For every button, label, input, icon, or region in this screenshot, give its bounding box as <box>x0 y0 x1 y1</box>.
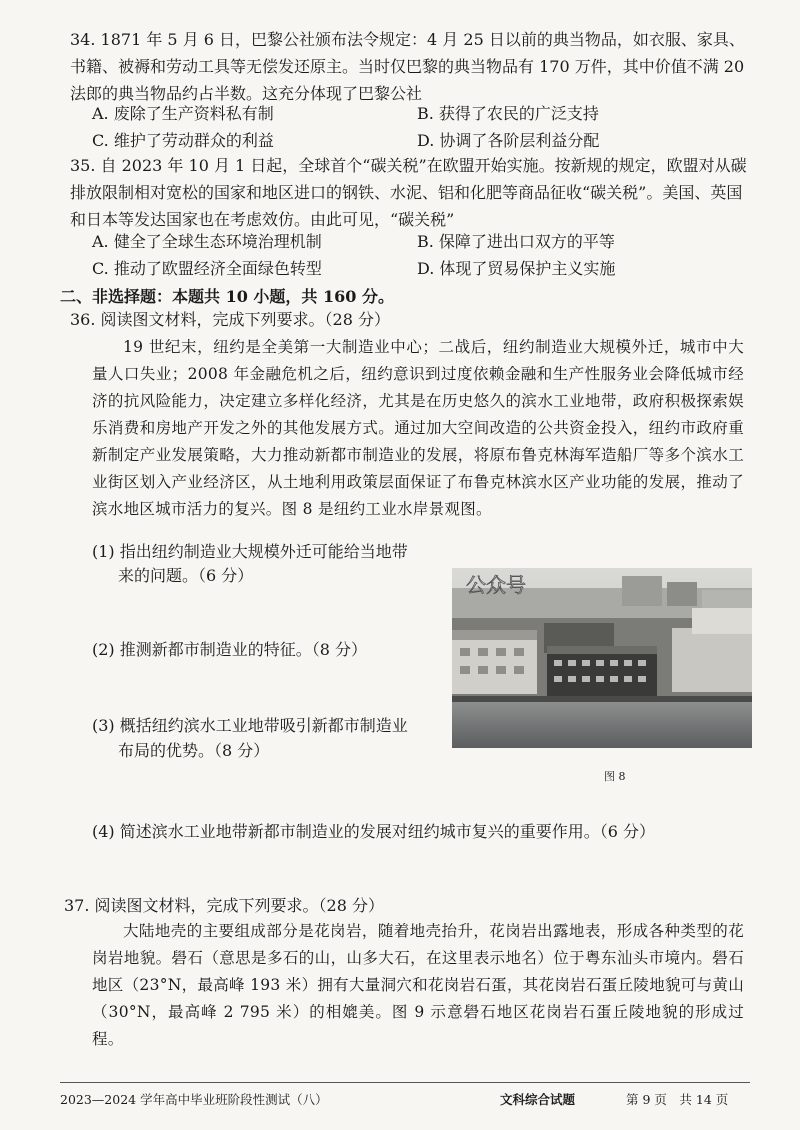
question-37-title: 37. 阅读图文材料，完成下列要求。（28 分） <box>64 896 384 915</box>
watermark-text: 公众号 <box>466 573 526 597</box>
figure-8-caption: 图 8 <box>604 770 626 783</box>
question-34-option-a: A. 废除了生产资料私有制 <box>92 104 274 123</box>
question-35-stem: 35. 自 2023 年 10 月 1 日起，全球首个“碳关税”在欧盟开始实施。按新规的规定，欧盟对从碳排放限制相对宽松的国家和地区进口的钢铁、水泥、铝和化肥等商品征收“碳关税”。美国、英国和日本等发达国家也在考虑效仿。由此可见，“碳关税” <box>70 156 747 229</box>
footer-page-number: 第 9 页 共 14 页 <box>626 1092 729 1107</box>
question-36-sub1-line2: 来的问题。（6 分） <box>118 566 254 585</box>
footer-subject: 文科综合试题 <box>500 1092 576 1107</box>
footer-exam-name: 2023—2024 学年高中毕业班阶段性测试（八） <box>60 1092 328 1107</box>
footer-divider <box>60 1082 750 1083</box>
question-35-option-c: C. 推动了欧盟经济全面绿色转型 <box>92 259 322 278</box>
question-34-stem: 34. 1871 年 5 月 6 日，巴黎公社颁布法令规定：4 月 25 日以前的典当物品，如衣服、家具、书籍、被褥和劳动工具等无偿发还原主。当时仅巴黎的典当物品有 170 万件，其中价值不满 20 法郎的典当物品约占半数。这充分体现了巴黎公社 <box>70 30 745 103</box>
question-36-sub3-line2: 布局的优势。（8 分） <box>118 741 270 760</box>
figure-8-photo <box>452 568 752 748</box>
question-36-sub2: (2) 推测新都市制造业的特征。（8 分） <box>92 640 368 659</box>
question-35-options <box>92 228 742 282</box>
question-36-sub1-line1: (1) 指出纽约制造业大规模外迁可能给当地带 <box>92 542 408 561</box>
question-35-option-a: A. 健全了全球生态环境治理机制 <box>92 232 322 251</box>
question-34-option-c: C. 维护了劳动群众的利益 <box>92 131 274 150</box>
question-34-option-b: B. 获得了农民的广泛支持 <box>417 104 599 123</box>
question-34-option-d: D. 协调了各阶层利益分配 <box>417 131 600 150</box>
question-36-sub4: (4) 简述滨水工业地带新都市制造业的发展对纽约城市复兴的重要作用。（6 分） <box>92 822 656 841</box>
question-37-material: 大陆地壳的主要组成部分是花岗岩，随着地壳抬升，花岗岩出露地表，形成各种类型的花岗岩地貌。礐石（意思是多石的山，山多大石，在这里表示地名）位于粤东汕头市境内。礐石地区（23°N，最高峰 193 米）拥有大量洞穴和花岗岩石蛋，其花岗岩石蛋丘陵地貌可与黄山（30°N，最高峰 2 795 米）的相媲美。图 9 示意礐石地区花岗岩石蛋丘陵地貌的形成过程。 <box>92 922 744 1048</box>
question-34-options <box>92 100 742 154</box>
question-36-title: 36. 阅读图文材料，完成下列要求。（28 分） <box>70 310 390 329</box>
waterfront-image <box>452 568 752 748</box>
question-36-sub3-line1: (3) 概括纽约滨水工业地带吸引新都市制造业 <box>92 716 408 735</box>
question-35-option-b: B. 保障了进出口双方的平等 <box>417 232 615 251</box>
question-35-option-d: D. 体现了贸易保护主义实施 <box>417 259 616 278</box>
question-36-material: 19 世纪末，纽约是全美第一大制造业中心；二战后，纽约制造业大规模外迁，城市中大量人口失业；2008 年金融危机之后，纽约意识到过度依赖金融和生产性服务业会降低城市经济的抗风险能力，决定建立多样化经济，尤其是在历史悠久的滨水工业地带，政府积极探索娱乐消费和房地产开发之外的其他发展方式。通过加大空间改造的公共资金投入，纽约市政府重新制定产业发展策略，大力推动新都市制造业的发展，将原布鲁克林海军造船厂等多个滨水工业街区划入产业经济区，从土地利用政策层面保证了布鲁克林滨水区产业功能的发展，推动了滨水地区城市活力的复兴。图 8 是纽约工业水岸景观图。 <box>92 338 744 518</box>
section-heading: 二、非选择题：本题共 10 小题，共 160 分。 <box>60 287 394 306</box>
